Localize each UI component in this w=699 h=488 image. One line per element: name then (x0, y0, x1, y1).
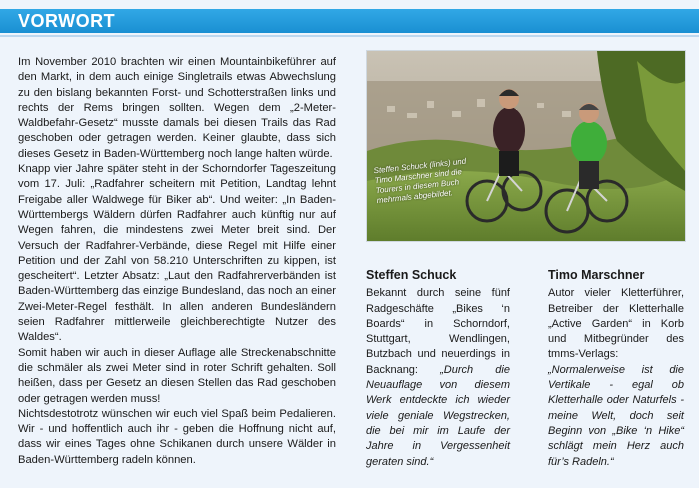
photo-illustration (367, 51, 685, 241)
paragraph-3: Somit haben wir auch in dieser Auflage alle Streckenabschnitte die schmäler als zwei Meter sind in roter Schrift gehalten. Soll heißen, dass per Gesetz an diesen Stellen das Rad geschoben oder getragen werden muss! (18, 346, 336, 405)
paragraph-4: Nichtsdestotrotz wünschen wir euch viel Spaß beim Pedalieren. Wir - und hoffentlich auch ihr - geben die Hoffnung nicht auf, dass wir eines Tages ohne Schikanen durch unsere Wälder in Baden-Württemberg radeln können. (18, 407, 336, 466)
bio-name: Timo Marschner (548, 268, 645, 282)
bio-timo-marschner (548, 268, 684, 470)
foreword-text (18, 55, 336, 468)
bio-quote: „Durch die Neuauflage von diesem Werk entdeckte ich wieder viele geniale Wegstrecken, die bei mir im Laufe der Jahre in Vergessenheit geraten sind.“ (366, 363, 510, 468)
photo-caption: Steffen Schuck (links) und Timo Marschner sind die Tourers in diesem Buch mehrmals abgebildet. (373, 156, 467, 206)
paragraph-2: Knapp vier Jahre später steht in der Schorndorfer Tageszeitung vom 17. Juli: „Radfahrer scheitern mit Petition, Landtag lehnt Freigabe aller Waldwege für Biker ab“. Und weiter: „In Baden-Württembergs Wäldern dürfen Radfahrer auch künftig nur auf Wegen fahren, die mindestens zwei Meter breit sind. Der Versuch der Radfahrer-Verbände, diese Regel mit Hilfe einer Petition und der Zahl von 58.210 Unterschriften zu kippen, ist gescheitert“. Letzter Absatz: „Laut den Radfahrerverbänden ist Baden-Württemberg das einzige Bundesland, das noch an einer Zwei-Meter-Regel festhält. In allen anderen Bundesländern seien Radfahrer mittlerweile gleichberechtigte Nutzer des Waldes“. (18, 163, 336, 344)
bio-quote: „Normalerweise ist die Vertikale - egal ob Kletterhalle oder Naturfels - meine Welt, doch seit Beginn von „Bike ‘n Hike“ schlägt mein Herz auch für’s Radeln.“ (548, 363, 684, 468)
bio-name: Steffen Schuck (366, 268, 457, 282)
bio-steffen-schuck (366, 268, 510, 470)
bio-description: Autor vieler Kletterführer, Betreiber der Kletterhalle „Active Garden“ in Korb und Mitbegründer des tmms-Verlags: (548, 287, 684, 361)
bio-text (548, 286, 684, 470)
header-bar (0, 9, 699, 33)
header-divider (0, 35, 699, 37)
bio-description: Bekannt durch seine fünf Radgeschäfte „Bikes ‘n Boards“ in Schorndorf, Stuttgart, Wendlingen, Butzbach und neuerdings in Backnang: (366, 287, 510, 376)
page-title: VORWORT (18, 11, 116, 31)
paragraph-1: Im November 2010 brachten wir einen Mountainbikeführer auf den Markt, in dem auch einige Singletrails etwas Abwechslung zu den bislang bekannten Forst- und Schotterstraßen links und rechts der Rems bringen sollten. Wegen dem „2-Meter-Waldbefahr-Gesetz“ musste damals bei diesen Trails das Rad geschoben oder getragen werden. Keiner glaubte, dass sich dieses Gesetz in Baden-Württemberg noch lange halten würde. (18, 56, 336, 160)
cyclists-photo (366, 50, 686, 242)
bio-text (366, 286, 510, 470)
